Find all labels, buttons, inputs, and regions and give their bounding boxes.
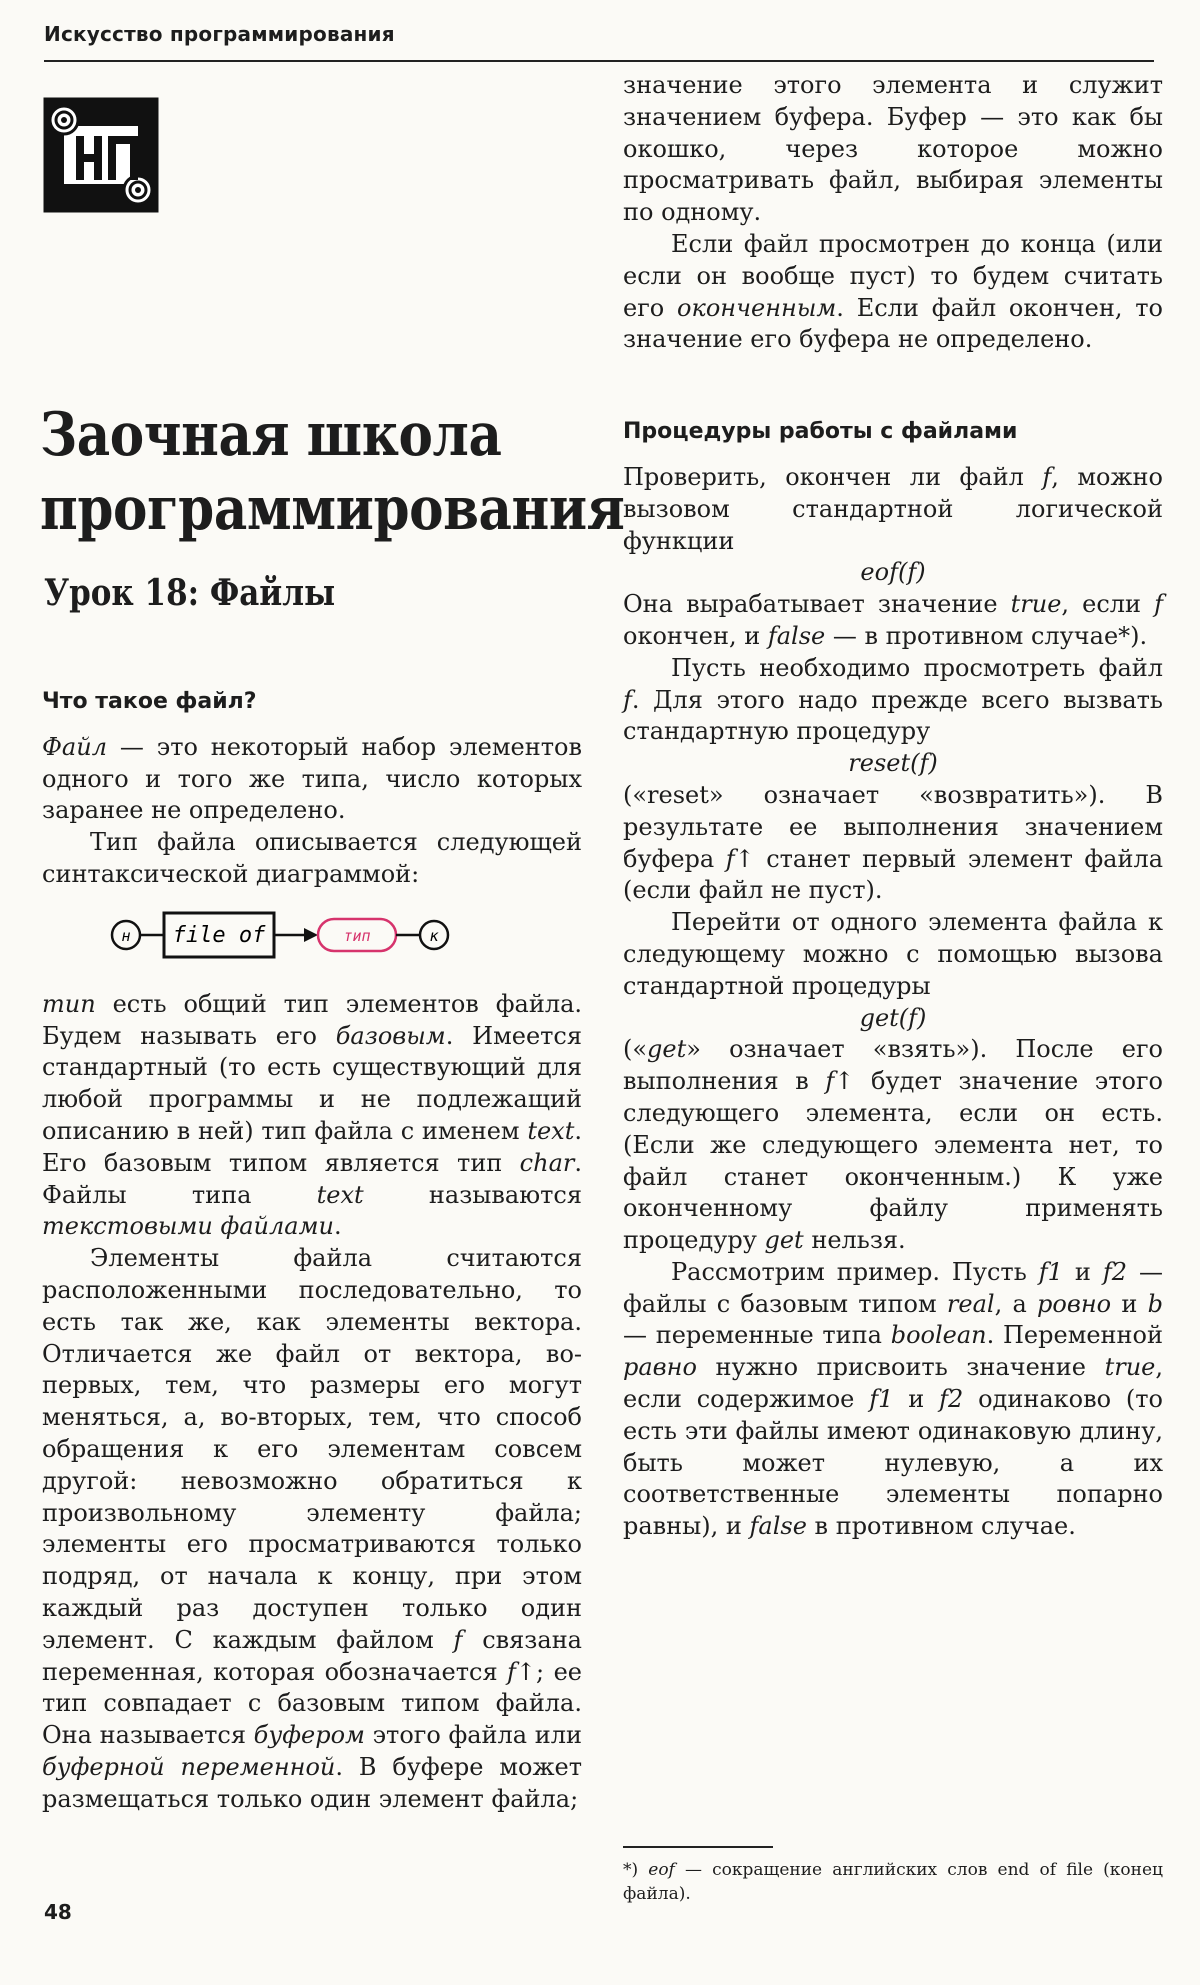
heading-what-is-file: Что такое файл? xyxy=(42,689,257,714)
running-head: Искусство программирования xyxy=(44,22,395,46)
right-column xyxy=(623,70,1163,1543)
formula-get: get(f) xyxy=(859,1003,927,1032)
left-column xyxy=(42,686,582,1816)
paragraph: («get» означает «взять»). После его выполнения в f↑ будет значение этого следующего элемента, если он есть. (Если же следующего элемента нет, то файл станет оконченным.) К уже оконченному файлу применять процедуру get нельзя. xyxy=(623,1035,1163,1255)
article-title xyxy=(40,398,625,546)
diagram-start-label: н xyxy=(121,926,131,945)
paragraph: значение этого элемента и служит значением буфера. Буфер — это как бы окошко, через которое можно просматривать файл, выбирая элементы по одному. xyxy=(623,71,1163,227)
header-rule xyxy=(44,60,1154,62)
paragraph: Элементы файла считаются расположенными последовательно, то есть так же, как элементы вектора. Отличается же файл от вектора, во-первых, тем, что размеры его могут меняться, а, во-вторых, тем, что способ обращения к его элементам совсем другой: невозможно обратиться к произвольному элементу файла; элементы его просматриваются только подряд, от начала к концу, при этом каждый раз доступен только один элемент. С каждым файлом f связана переменная, которая обозначается f↑; ее тип совпадает с базовым типом файла. Она называется буфером этого файла или буферной переменной. В буфере может размещаться только один элемент файла; xyxy=(42,1244,583,1813)
paragraph: Файл — это некоторый набор элементов одного и того же типа, число которых заранее не определено. xyxy=(42,732,582,825)
paragraph: Тип файла описывается следующей синтаксической диаграммой: xyxy=(42,828,582,888)
formula-reset: reset(f) xyxy=(848,749,938,778)
paragraph: тип есть общий тип элементов файла. Будем называть его базовым. Имеется стандартный (то есть существующий для любой программы и не подлежащий описанию в ней) тип файла с именем text. Его базовым типом является тип char. Файлы типа text называются текстовыми файлами. xyxy=(42,989,582,1241)
diagram-end-label: к xyxy=(429,926,439,945)
paragraph: Она вырабатывает значение true, если f окончен, и false — в противном случае*). xyxy=(623,590,1164,650)
paragraph: Перейти от одного элемента файла к следующему можно с помощью вызова стандартной процедуры xyxy=(623,908,1163,1000)
title-line-2: программирования xyxy=(40,474,625,544)
title-line-1: Заочная школа xyxy=(40,400,502,470)
heading-file-procedures: Процедуры работы с файлами xyxy=(623,419,1018,445)
page-number: 48 xyxy=(44,1900,72,1924)
formula-eof: eof(f) xyxy=(860,558,926,587)
footnote-rule xyxy=(623,1846,773,1848)
paragraph: Пусть необходимо просмотреть файл f. Для этого надо прежде всего вызвать стандартную процедуру xyxy=(623,653,1163,746)
paragraph: Проверить, окончен ли файл f, можно вызовом стандартной логической функции xyxy=(623,462,1164,555)
paragraph: Если файл просмотрен до конца (или если он вообще пуст) то будем считать его оконченным. Если файл окончен, то значение его буфера не определено. xyxy=(623,229,1164,354)
footnote: *) eof — сокращение английских слов end of file (конец файла). xyxy=(623,1860,1163,1904)
paragraph: («reset» означает «возвратить»). В результате ее выполнения значением буфера f↑ станет первый элемент файла (если файл не пуст). xyxy=(623,780,1164,905)
diagram-box-label: file of xyxy=(172,922,266,948)
paragraph: Рассмотрим пример. Пусть f1 и f2 — файлы с базовым типом real, а ровно и b — переменные типа boolean. Переменной равно нужно присвоить значение true, если содержимое f1 и f2 одинаково (то есть эти файлы имеют одинаковую длину, быть может нулевую, а их соответственные элементы попарно равны), и false в противном случае. xyxy=(623,1257,1163,1541)
lesson-title: Урок 18: Файлы xyxy=(44,572,336,614)
syntax-diagram xyxy=(42,891,582,981)
magazine-logo-icon xyxy=(42,96,160,214)
diagram-type-label: тип xyxy=(343,926,371,945)
